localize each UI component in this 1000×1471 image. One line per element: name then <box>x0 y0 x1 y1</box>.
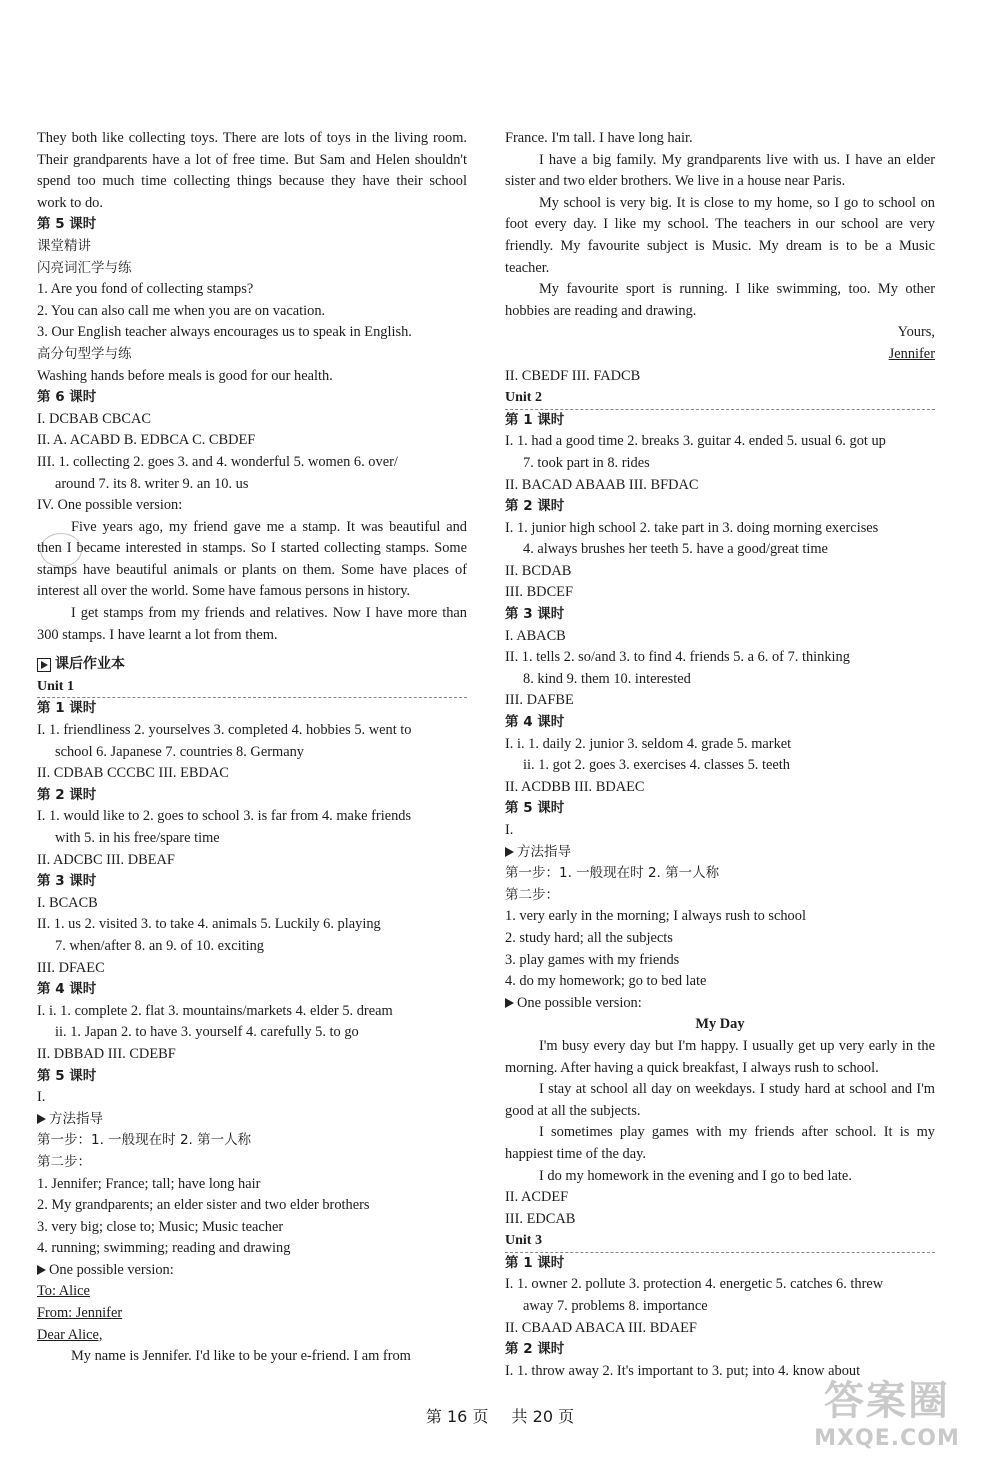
answer-line <box>505 1187 935 1209</box>
answer-line <box>505 626 935 648</box>
answer-line <box>37 258 467 280</box>
page-total: 共 20 页 <box>511 1407 575 1426</box>
answer-line <box>37 1109 467 1131</box>
line-text: 第 6 课时 <box>37 389 97 406</box>
line-text: ii. 1. got 2. goes 3. exercises 4. classes 5. teeth <box>523 757 790 774</box>
line-text: Washing hands before meals is good for our health. <box>37 367 333 384</box>
answer-line <box>37 301 467 323</box>
answer-line <box>505 885 935 907</box>
answer-line <box>505 820 935 842</box>
answer-line <box>505 453 935 475</box>
answer-line <box>37 936 467 958</box>
line-text: II. 1. tells 2. so/and 3. to find 4. friends 5. a 6. of 7. thinking <box>505 649 850 666</box>
line-text: I. i. 1. complete 2. flat 3. mountains/markets 4. elder 5. dream <box>37 1002 393 1019</box>
line-text: My name is Jennifer. I'd like to be your e-friend. I am from <box>71 1348 411 1365</box>
unit-heading <box>37 676 467 699</box>
line-text: 1. Are you fond of collecting stamps? <box>37 281 254 298</box>
answer-line <box>505 777 935 799</box>
line-text: Unit 1 <box>37 678 74 694</box>
line-text: 1. very early in the morning; I always rush to school <box>505 908 806 925</box>
answer-line <box>505 734 935 756</box>
answer-line <box>505 993 935 1015</box>
line-text: 高分句型学与练 <box>37 345 132 362</box>
answer-line <box>505 431 935 453</box>
line-text: 第 5 课时 <box>37 216 97 233</box>
line-text: 方法指导 <box>517 843 571 860</box>
lesson-heading <box>505 604 935 626</box>
line-text: III. BDCEF <box>505 584 573 601</box>
answer-line <box>505 1209 935 1231</box>
line-text: III. DAFBE <box>505 692 574 709</box>
line-text: Jennifer <box>888 345 935 362</box>
paragraph <box>505 150 935 193</box>
line-text: II. 1. us 2. visited 3. to take 4. animals 5. Luckily 6. playing <box>37 916 381 933</box>
answer-line <box>37 322 467 344</box>
line-text: IV. One possible version: <box>37 497 183 514</box>
page-number: 第 16 页 <box>425 1407 489 1426</box>
lesson-heading <box>505 798 935 820</box>
triangle-marker-icon <box>37 1265 46 1275</box>
paragraph <box>37 517 467 603</box>
answer-line <box>37 720 467 742</box>
line-text: 第 1 课时 <box>37 700 97 717</box>
answer-line <box>37 893 467 915</box>
answer-line <box>37 1325 467 1347</box>
line-text: Yours, <box>897 324 935 341</box>
line-text: I. 1. would like to 2. goes to school 3. is far from 4. make friends <box>37 808 412 825</box>
line-text: From: Jennifer <box>37 1305 123 1322</box>
answer-line <box>505 669 935 691</box>
answer-line <box>505 561 935 583</box>
answer-line <box>505 344 935 366</box>
line-text: One possible version: <box>517 994 642 1011</box>
line-text: II. DBBAD III. CDEBF <box>37 1045 176 1062</box>
answer-line <box>37 1217 467 1239</box>
line-text: I. <box>37 1089 46 1106</box>
play-icon <box>37 658 51 672</box>
answer-line <box>505 647 935 669</box>
answer-line <box>505 755 935 777</box>
line-text: III. DFAEC <box>37 959 105 976</box>
answer-line <box>37 1087 467 1109</box>
line-text: 4. running; swimming; reading and drawing <box>37 1240 291 1257</box>
answer-line <box>37 1195 467 1217</box>
line-text: 第 4 课时 <box>37 981 97 998</box>
answer-line <box>37 409 467 431</box>
line-text: II. BACAD ABAAB III. BFDAC <box>505 476 699 493</box>
answer-line <box>505 842 935 864</box>
answer-line <box>505 518 935 540</box>
line-text: school 6. Japanese 7. countries 8. Germany <box>55 743 304 760</box>
paragraph <box>505 1036 935 1079</box>
line-text: I. 1. throw away 2. It's important to 3. put; into 4. know about <box>505 1362 861 1379</box>
line-text: I stay at school all day on weekdays. I study hard at school and I'm good at all the subjects. <box>505 1081 935 1119</box>
line-text: II. ACDEF <box>505 1189 569 1206</box>
line-text: Dear Alice, <box>37 1326 103 1343</box>
answer-line <box>37 1130 467 1152</box>
watermark <box>792 1369 982 1459</box>
answer-line <box>505 539 935 561</box>
lesson-heading <box>505 1339 935 1361</box>
answer-line <box>37 236 467 258</box>
lesson-heading <box>505 1253 935 1275</box>
line-text: 2. My grandparents; an elder sister and two elder brothers <box>37 1197 370 1214</box>
answer-line <box>37 452 467 474</box>
line-text: They both like collecting toys. There are lots of toys in the living room. Their grandparents have a lot of free time. But Sam and Helen shouldn't spend too much time collecting things because they have their school work to do. <box>37 130 467 211</box>
line-text: My Day <box>695 1016 745 1033</box>
line-text: 第 5 课时 <box>505 800 565 817</box>
paragraph <box>37 603 467 646</box>
answer-line <box>505 1014 935 1036</box>
answer-line <box>505 863 935 885</box>
line-text: My favourite sport is running. I like swimming, too. My other hobbies are reading and drawing. <box>505 281 935 319</box>
answer-line <box>505 128 935 150</box>
line-text: I get stamps from my friends and relatives. Now I have more than 300 stamps. I have learnt a lot from them. <box>37 605 467 643</box>
answer-line <box>505 906 935 928</box>
triangle-marker-icon <box>505 998 514 1008</box>
section-heading <box>37 654 467 676</box>
line-text: III. 1. collecting 2. goes 3. and 4. wonderful 5. women 6. over/ <box>37 453 398 470</box>
line-text: 课堂精讲 <box>37 237 91 254</box>
answer-line <box>37 828 467 850</box>
line-text: 第一步：1. 一般现在时 2. 第一人称 <box>505 865 720 882</box>
line-text: with 5. in his free/spare time <box>55 830 220 846</box>
line-text: 第 1 课时 <box>505 411 565 428</box>
line-text: 第 1 课时 <box>505 1254 565 1271</box>
line-text: 7. took part in 8. rides <box>523 454 650 471</box>
stamp-mark <box>40 533 82 567</box>
line-text: II. A. ACABD B. EDBCA C. CBDEF <box>37 432 256 449</box>
line-text: 方法指导 <box>49 1110 103 1127</box>
answer-line <box>37 1174 467 1196</box>
watermark-logo: 答案圈 <box>824 1378 950 1424</box>
answer-line <box>37 1303 467 1325</box>
answer-line <box>505 1274 935 1296</box>
lesson-heading <box>505 496 935 518</box>
line-text: around 7. its 8. writer 9. an 10. us <box>55 475 249 492</box>
answer-line <box>37 958 467 980</box>
line-text: France. I'm tall. I have long hair. <box>505 130 693 146</box>
line-text: 课后作业本 <box>55 656 125 673</box>
answer-line <box>37 806 467 828</box>
paragraph <box>505 1122 935 1165</box>
line-text: II. CBEDF III. FADCB <box>505 367 641 384</box>
answer-line <box>37 1238 467 1260</box>
line-text: I. i. 1. daily 2. junior 3. seldom 4. grade 5. market <box>505 735 792 752</box>
line-text: II. BCDAB <box>505 562 572 579</box>
lesson-heading <box>505 712 935 734</box>
answer-line <box>505 582 935 604</box>
answer-line <box>505 690 935 712</box>
lesson-heading <box>37 214 467 236</box>
line-text: 3. very big; close to; Music; Music teacher <box>37 1218 284 1235</box>
unit-heading <box>505 387 935 410</box>
line-text: 8. kind 9. them 10. interested <box>523 670 691 687</box>
line-text: 第 2 课时 <box>37 786 97 803</box>
line-text: away 7. problems 8. importance <box>523 1298 708 1315</box>
line-text: 4. always brushes her teeth 5. have a good/great time <box>523 541 828 558</box>
line-text: I. 1. junior high school 2. take part in 3. doing morning exercises <box>505 519 879 536</box>
answer-line <box>37 1152 467 1174</box>
paragraph <box>505 1079 935 1122</box>
line-text: 第一步：1. 一般现在时 2. 第一人称 <box>37 1132 252 1149</box>
lesson-heading <box>37 387 467 409</box>
line-text: 3. play games with my friends <box>505 951 680 968</box>
line-text: To: Alice <box>37 1283 90 1300</box>
answer-line <box>37 474 467 496</box>
line-text: I'm busy every day but I'm happy. I usually get up very early in the morning. After having a quick breakfast, I always rush to school. <box>505 1037 935 1076</box>
line-text: I have a big family. My grandparents live with us. I have an elder sister and two elder brothers. We live in a house near Paris. <box>505 151 935 190</box>
answer-line <box>37 1281 467 1303</box>
answer-line <box>37 430 467 452</box>
line-text: 第二步： <box>505 886 559 903</box>
answer-line <box>37 1260 467 1282</box>
line-text: I. DCBAB CBCAC <box>37 410 151 427</box>
line-text: Unit 2 <box>505 390 542 406</box>
answer-line <box>37 366 467 388</box>
line-text: 4. do my homework; go to bed late <box>505 973 707 990</box>
lesson-heading <box>37 698 467 720</box>
watermark-url: MXQE.COM <box>814 1426 960 1451</box>
line-text: 7. when/after 8. an 9. of 10. exciting <box>55 937 265 954</box>
answer-line <box>505 366 935 388</box>
line-text: I. 1. friendliness 2. yourselves 3. completed 4. hobbies 5. went to <box>37 722 412 739</box>
right-column <box>505 128 935 1382</box>
answer-line <box>505 928 935 950</box>
lesson-heading <box>37 1066 467 1088</box>
answer-line <box>505 1166 935 1188</box>
line-text: II. CDBAB CCCBC III. EBDAC <box>37 765 229 782</box>
answer-line <box>505 971 935 993</box>
paragraph <box>505 279 935 322</box>
line-text: 第 2 课时 <box>505 1341 565 1358</box>
answer-line <box>37 742 467 764</box>
line-text: I. BCACB <box>37 894 98 911</box>
line-text: 第 5 课时 <box>37 1067 97 1084</box>
answer-line <box>505 1318 935 1340</box>
answer-line <box>505 950 935 972</box>
line-text: II. ACDBB III. BDAEC <box>505 778 645 795</box>
answer-line <box>37 1022 467 1044</box>
answer-line <box>37 1001 467 1023</box>
line-text: Unit 3 <box>505 1233 542 1249</box>
answer-line <box>37 279 467 301</box>
line-text: Five years ago, my friend gave me a stamp. It was beautiful and then I became interested in stamps. So I started collecting stamps. Some stamps have beautiful animals or plants on them. Some have places of interest all over the world. Some have famous persons in history. <box>37 518 467 600</box>
lesson-heading <box>37 785 467 807</box>
line-text: I. 1. had a good time 2. breaks 3. guitar 4. ended 5. usual 6. got up <box>505 433 886 450</box>
line-text: III. EDCAB <box>505 1210 576 1227</box>
line-text: 2. study hard; all the subjects <box>505 929 673 946</box>
line-text: I do my homework in the evening and I go to bed late. <box>539 1167 852 1184</box>
answer-line <box>37 850 467 872</box>
answer-line <box>37 914 467 936</box>
unit-heading <box>505 1230 935 1253</box>
line-text: 闪亮词汇学与练 <box>37 259 132 276</box>
lesson-heading <box>37 979 467 1001</box>
line-text: II. CBAAD ABACA III. BDAEF <box>505 1319 697 1336</box>
answer-line <box>37 1346 467 1368</box>
paragraph <box>37 128 467 214</box>
answer-line <box>505 1296 935 1318</box>
answer-line <box>505 475 935 497</box>
line-text: 第 2 课时 <box>505 498 565 515</box>
line-text: 2. You can also call me when you are on vacation. <box>37 302 326 319</box>
line-text: ii. 1. Japan 2. to have 3. yourself 4. carefully 5. to go <box>55 1024 359 1041</box>
line-text: II. ADCBC III. DBEAF <box>37 851 175 868</box>
lesson-heading <box>505 410 935 432</box>
left-column <box>37 128 467 1368</box>
triangle-marker-icon <box>37 1114 46 1124</box>
lesson-heading <box>37 871 467 893</box>
line-text: 第 4 课时 <box>505 714 565 731</box>
line-text: I. ABACB <box>505 627 566 644</box>
line-text: 3. Our English teacher always encourages us to speak in English. <box>37 324 412 341</box>
answer-line <box>505 322 935 344</box>
line-text: I. 1. owner 2. pollute 3. protection 4. energetic 5. catches 6. threw <box>505 1276 884 1293</box>
triangle-marker-icon <box>505 847 514 857</box>
line-text: I. <box>505 822 514 838</box>
paragraph <box>505 193 935 279</box>
line-text: 第二步： <box>37 1153 91 1170</box>
line-text: 1. Jennifer; France; tall; have long hair <box>37 1175 261 1192</box>
line-text: My school is very big. It is close to my home, so I go to school on foot every day. I like my school. The teachers in our school are very friendly. My favourite subject is Music. My dream is to be a Music teacher. <box>505 194 935 276</box>
line-text: 第 3 课时 <box>37 873 97 890</box>
line-text: I sometimes play games with my friends after school. It is my happiest time of the day. <box>505 1124 935 1162</box>
answer-line <box>37 1044 467 1066</box>
line-text: One possible version: <box>49 1261 174 1278</box>
answer-line <box>37 495 467 517</box>
answer-line <box>37 344 467 366</box>
answer-line <box>37 763 467 785</box>
line-text: 第 3 课时 <box>505 606 565 623</box>
